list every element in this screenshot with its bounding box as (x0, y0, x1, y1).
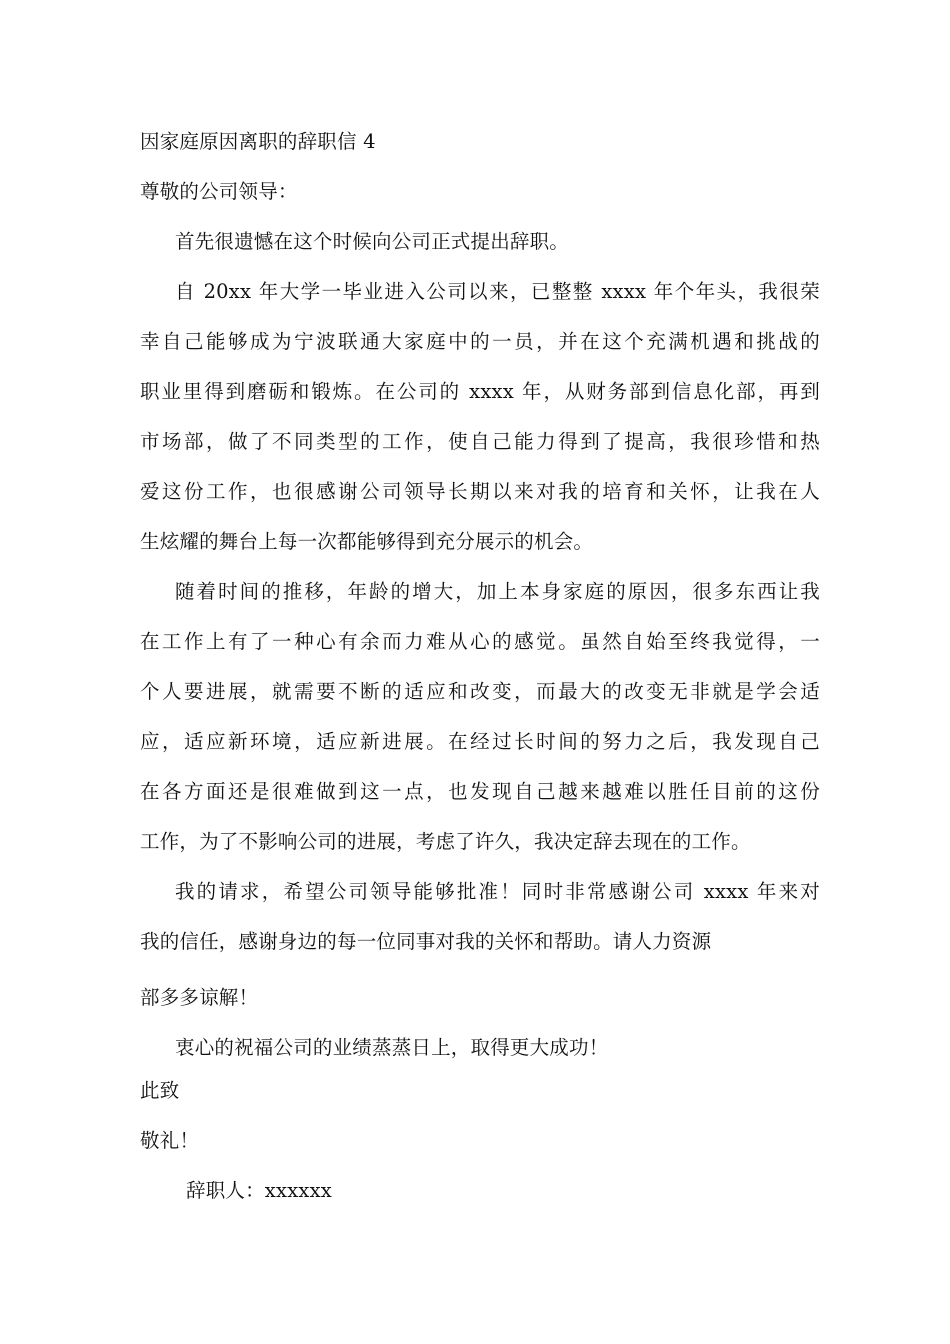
signature-line: 辞职人：xxxxxx (186, 1179, 332, 1202)
paragraph-line: 在各方面还是很难做到这一点，也发现自己越来越难以胜任目前的这份 (140, 780, 820, 803)
paragraph-line: 幸自己能够成为宁波联通大家庭中的一员，并在这个充满机遇和挑战的 (140, 330, 820, 353)
closing-cizhi: 此致 (140, 1079, 180, 1102)
paragraph-line: 工作，为了不影响公司的进展，考虑了许久，我决定辞去现在的工作。 (140, 830, 751, 853)
paragraph-line: 我的请求，希望公司领导能够批准！同时非常感谢公司 xxxx 年来对 (175, 880, 820, 903)
paragraph-line: 在工作上有了一种心有余而力难从心的感觉。虽然自始至终我觉得，一 (140, 630, 820, 653)
paragraph-line: 首先很遗憾在这个时候向公司正式提出辞职。 (175, 230, 570, 253)
paragraph-line: 个人要进展，就需要不断的适应和改变，而最大的改变无非就是学会适 (140, 680, 820, 703)
paragraph-line: 应，适应新环境，适应新进展。在经过长时间的努力之后，我发现自己 (140, 730, 820, 753)
salutation: 尊敬的公司领导： (140, 180, 298, 203)
paragraph-line: 职业里得到磨砺和锻炼。在公司的 xxxx 年，从财务部到信息化部，再到 (140, 380, 820, 403)
paragraph-line: 自 20xx 年大学一毕业进入公司以来，已整整 xxxx 年个年头，我很荣 (175, 280, 820, 303)
paragraph-line: 生炫耀的舞台上每一次都能够得到充分展示的机会。 (140, 530, 594, 553)
paragraph-line: 市场部，做了不同类型的工作，使自己能力得到了提高，我很珍惜和热 (140, 430, 820, 453)
paragraph-line: 随着时间的推移，年龄的增大，加上本身家庭的原因，很多东西让我 (175, 580, 820, 603)
paragraph-line: 爱这份工作，也很感谢公司领导长期以来对我的培育和关怀，让我在人 (140, 480, 820, 503)
paragraph-line: 部多多谅解！ (140, 986, 259, 1009)
paragraph-line: 我的信任，感谢身边的每一位同事对我的关怀和帮助。请人力资源 (140, 930, 712, 953)
document-title: 因家庭原因离职的辞职信 4 (140, 130, 376, 153)
closing-jingli: 敬礼！ (140, 1129, 200, 1152)
closing-wish: 衷心的祝福公司的业绩蒸蒸日上，取得更大成功！ (175, 1036, 609, 1059)
